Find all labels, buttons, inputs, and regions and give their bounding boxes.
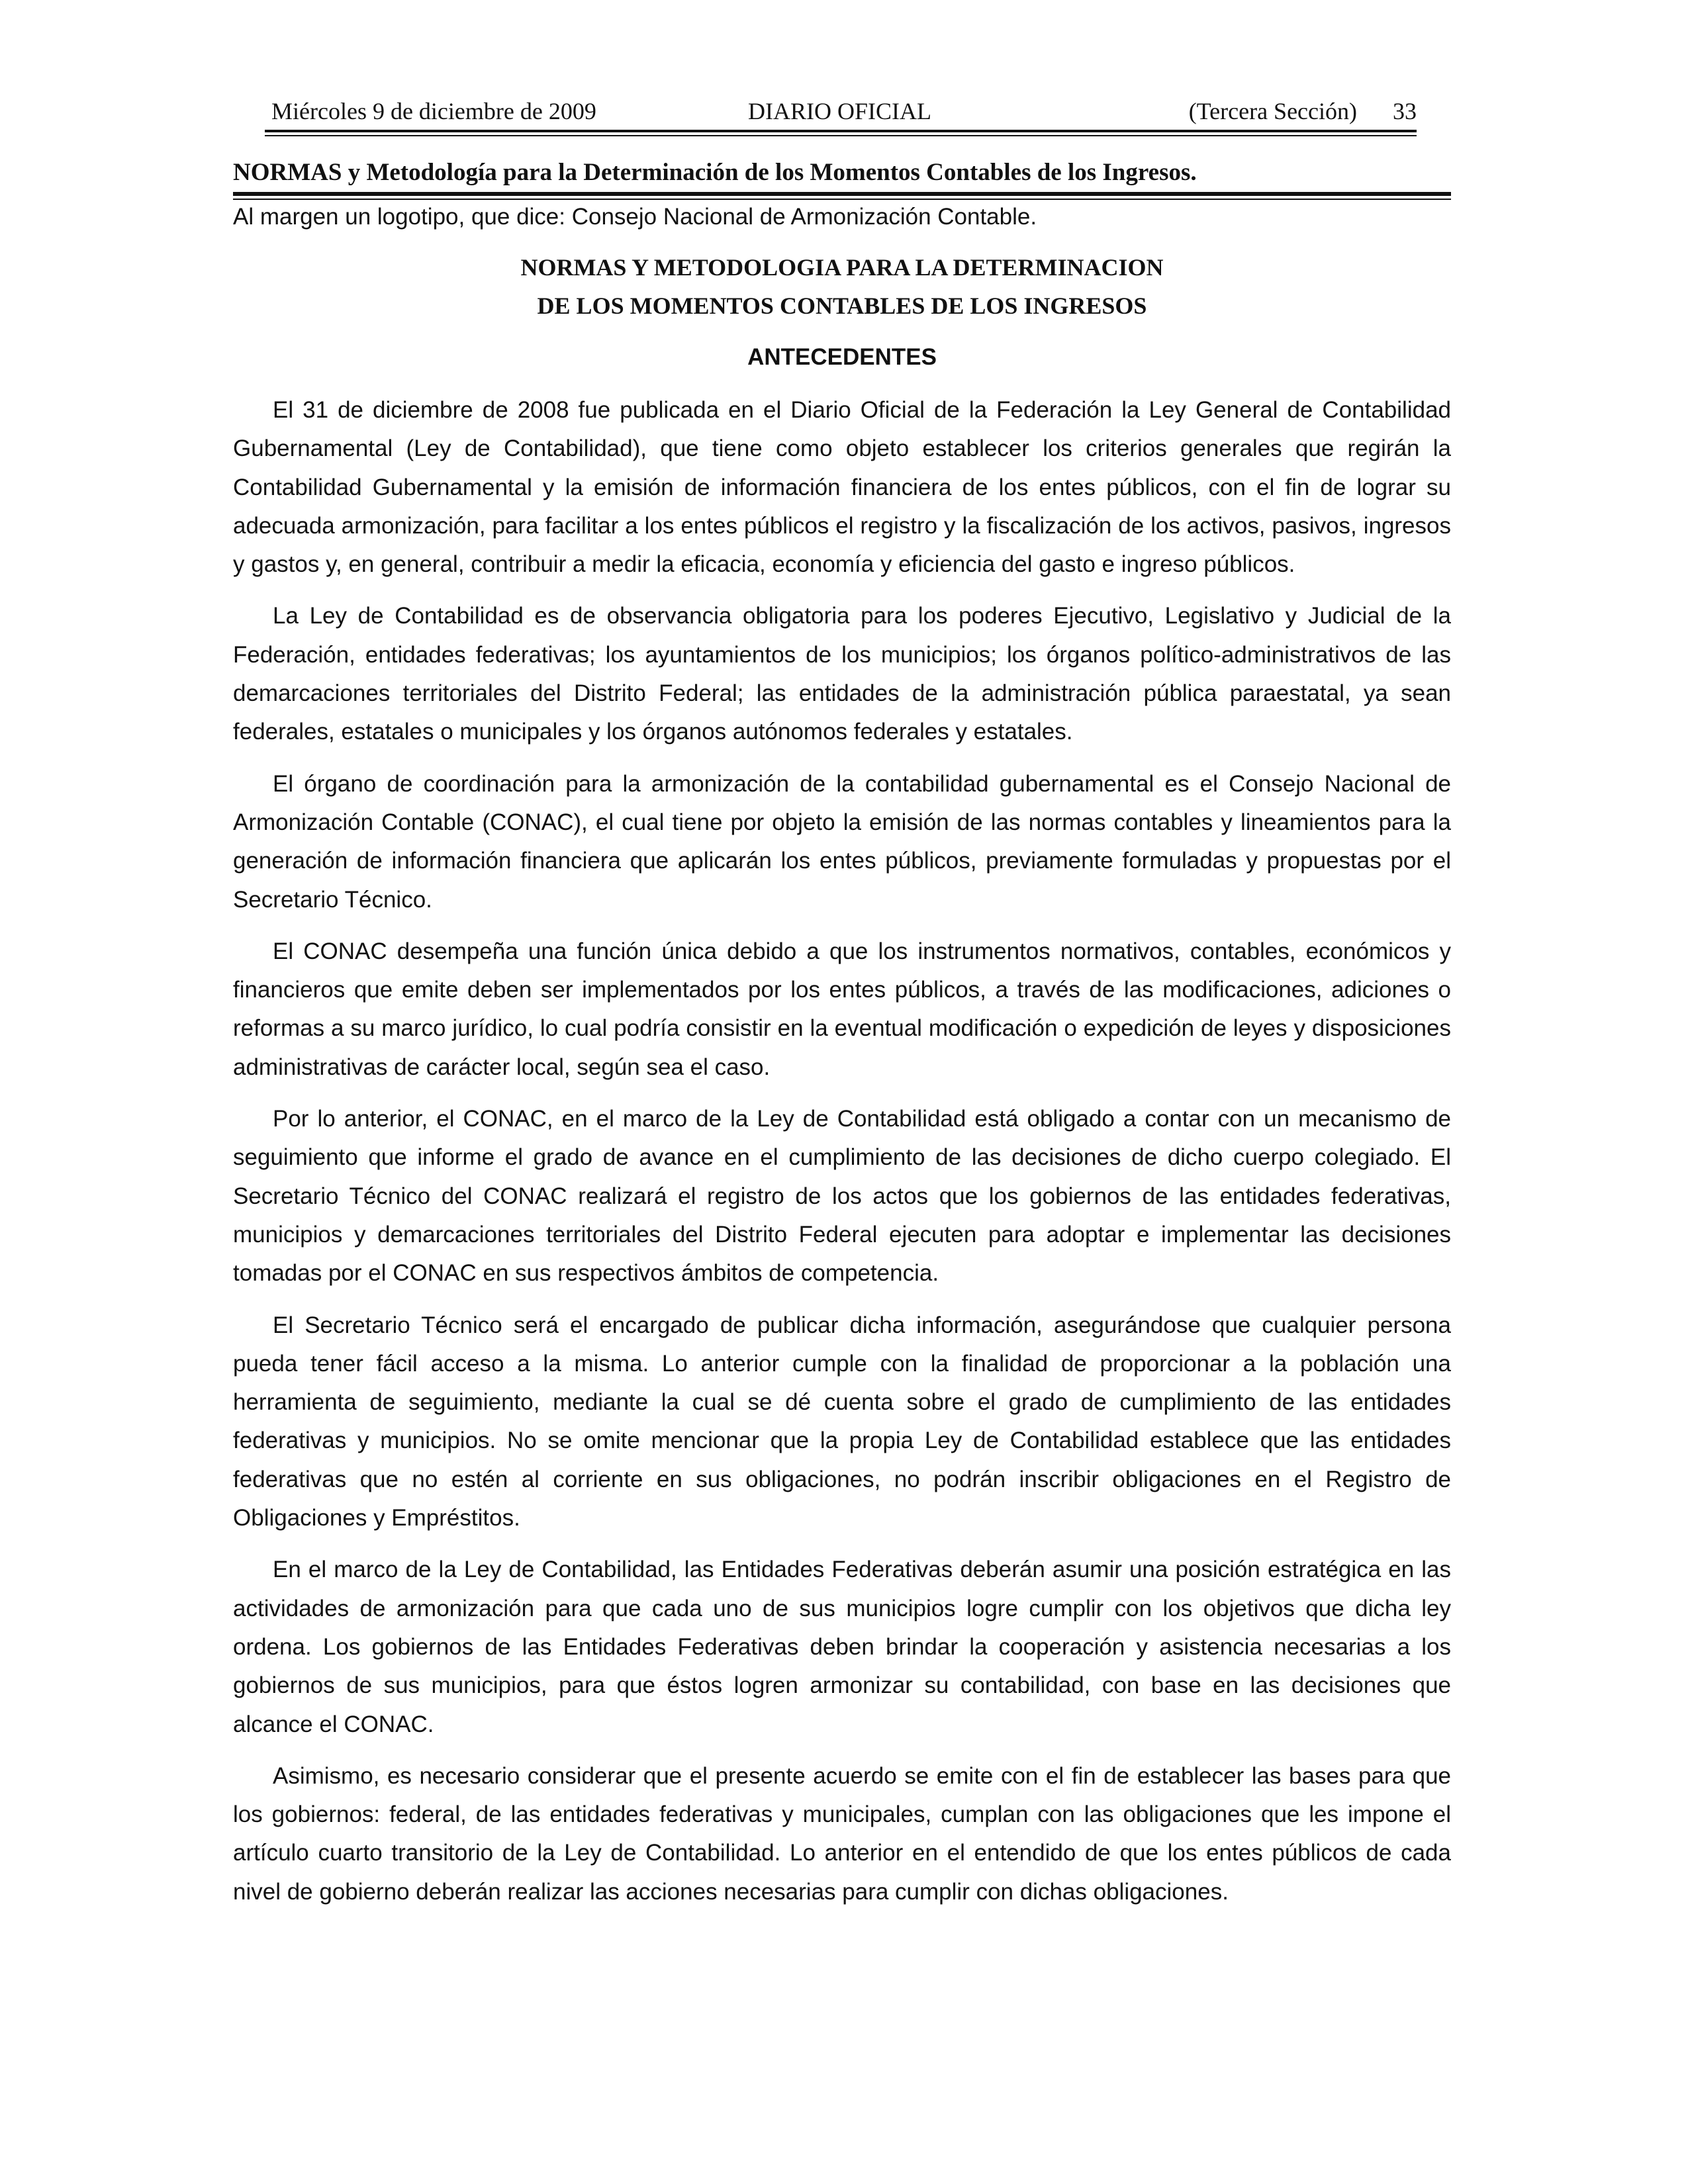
paragraph: Asimismo, es necesario considerar que el presente acuerdo se emite con el fin de establecer las bases para que los gobiernos: federal, de las entidades federativas y municipales, cumplan con las obligaciones que les impone el artículo cuarto transitorio de la Ley de Contabilidad. Lo anterior en el entendido de que los entes públicos de cada nivel de gobierno deberán realizar las acciones necesarias para cumplir con dichas obligaciones. bbox=[233, 1762, 1451, 1905]
header-divider-thick bbox=[265, 130, 1417, 132]
paragraph: En el marco de la Ley de Contabilidad, las Entidades Federativas deberán asumir una posición estratégica en las actividades de armonización para que cada uno de sus municipios logre cumplir con los objetivos que dicha ley ordena. Los gobiernos de las Entidades Federativas deben brindar la cooperación y asistencia necesarias a los gobiernos de sus municipios, para que éstos logren armonizar su contabilidad, con base en las decisiones que alcance el CONAC. bbox=[233, 1557, 1451, 1737]
paragraph: El órgano de coordinación para la armonización de la contabilidad gubernamental es el Consejo Nacional de Armonización Contable (CONAC), el cual tiene por objeto la emisión de las normas contables y lineamientos para la generación de información financiera que aplicarán los entes públicos, previamente formuladas y propuestas por el Secretario Técnico. bbox=[233, 770, 1451, 913]
margin-note: Al margen un logotipo, que dice: Consejo Nacional de Armonización Contable. bbox=[233, 204, 1037, 230]
header-date: Miércoles 9 de diciembre de 2009 bbox=[271, 98, 596, 124]
title-divider-thick bbox=[233, 192, 1451, 196]
header-page-number: 33 bbox=[1393, 98, 1417, 124]
paragraph: El 31 de diciembre de 2008 fue publicada en el Diario Oficial de la Federación la Ley General de Contabilidad Gubernamental (Ley de Contabilidad), que tiene como objeto establecer los criterios generales que regirán la Contabilidad Gubernamental y la emisión de información financiera de los entes públicos, con el fin de lograr su adecuada armonización, para facilitar a los entes públicos el registro y la fiscalización de los activos, pasivos, ingresos y gastos y, en general, contribuir a medir la eficacia, economía y eficiencia del gasto e ingreso públicos. bbox=[233, 397, 1451, 578]
paragraph: El CONAC desempeña una función única debido a que los instrumentos normativos, contables, económicos y financieros que emite deben ser implementados por los entes públicos, a través de las modificaciones, adiciones o reformas a su marco jurídico, lo cual podría consistir en la eventual modificación o expedición de leyes y disposiciones administrativas de carácter local, según sea el caso. bbox=[233, 938, 1451, 1080]
paragraph: La Ley de Contabilidad es de observancia obligatoria para los poderes Ejecutivo, Legislativo y Judicial de la Federación, entidades federativas; los ayuntamientos de los municipios; los órganos político-administrativos de las demarcaciones territoriales del Distrito Federal; las entidades de la administración pública paraestatal, ya sean federales, estatales o municipales y los órganos autónomos federales y estatales. bbox=[233, 603, 1451, 745]
paragraph: El Secretario Técnico será el encargado de publicar dicha información, asegurándose que cualquier persona pueda tener fácil acceso a la misma. Lo anterior cumple con la finalidad de proporcionar a la población una herramienta de seguimiento, mediante la cual se dé cuenta sobre el grado de cumplimiento de las entidades federativas y municipios. No se omite mencionar que la propia Ley de Contabilidad establece que las entidades federativas que no estén al corriente en sus obligaciones, no podrán inscribir obligaciones en el Registro de Obligaciones y Empréstitos. bbox=[233, 1312, 1451, 1531]
section-heading: ANTECEDENTES bbox=[747, 344, 937, 370]
header-newspaper-name: DIARIO OFICIAL bbox=[748, 98, 931, 124]
main-heading-line-1: NORMAS Y METODOLOGIA PARA LA DETERMINACION bbox=[520, 254, 1164, 281]
main-heading-line-2: DE LOS MOMENTOS CONTABLES DE LOS INGRESOS bbox=[537, 293, 1147, 319]
running-header bbox=[271, 94, 1417, 128]
body-text bbox=[233, 391, 1451, 1925]
document-title: NORMAS y Metodología para la Determinación de los Momentos Contables de los Ingresos. bbox=[233, 159, 1197, 186]
header-divider-thin bbox=[265, 135, 1417, 136]
paragraph: Por lo anterior, el CONAC, en el marco de la Ley de Contabilidad está obligado a contar con un mecanismo de seguimiento que informe el grado de avance en el cumplimiento de las decisiones de dicho cuerpo colegiado. El Secretario Técnico del CONAC realizará el registro de los actos que los gobiernos de las entidades federativas, municipios y demarcaciones territoriales del Distrito Federal ejecuten para adoptar e implementar las decisiones tomadas por el CONAC en sus respectivos ámbitos de competencia. bbox=[233, 1106, 1451, 1287]
main-heading bbox=[233, 248, 1451, 325]
header-section: (Tercera Sección) bbox=[1188, 98, 1357, 124]
